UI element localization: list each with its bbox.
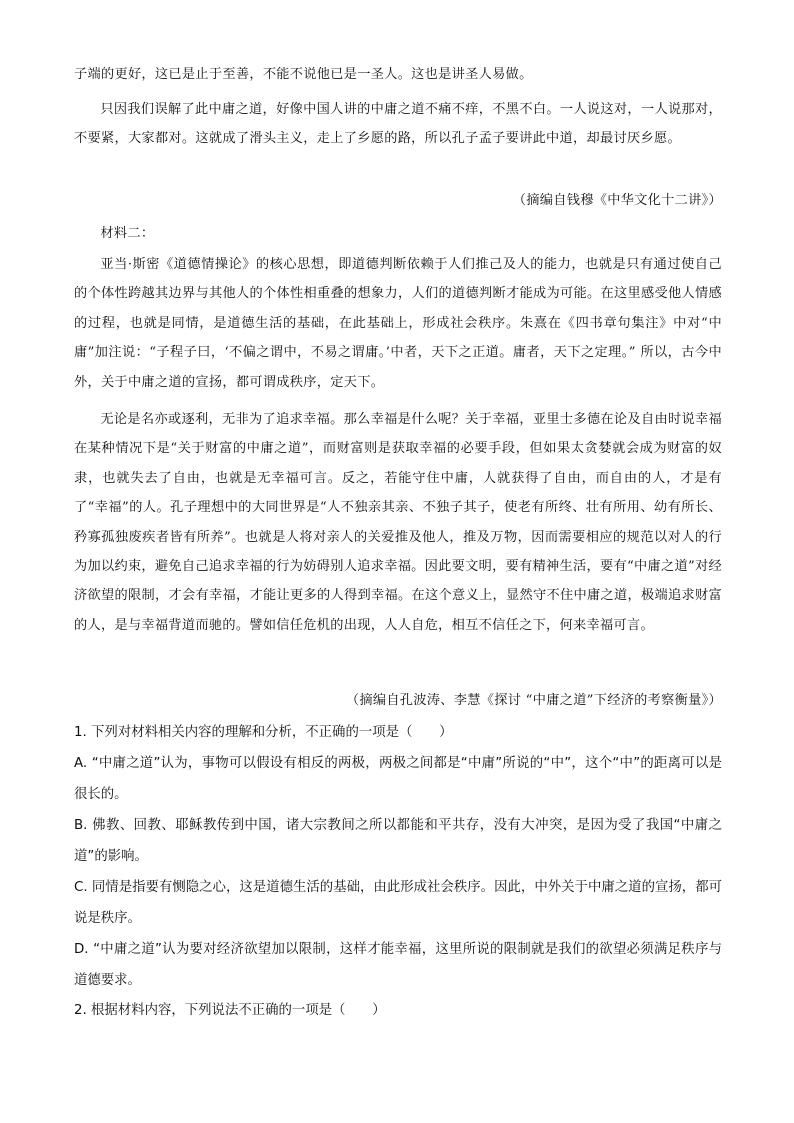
question-1-option-c: C. 同情是指要有恻隐之心，这是道德生活的基础，由此形成社会秩序。因此，中外关于中庸之道的宣扬，都可说是秩序。 [74,880,722,926]
material1-source: （摘编自钱穆《中华文化十二讲》） [512,193,722,208]
material1-paragraph: 只因我们误解了此中庸之道，好像中国人讲的中庸之道不痛不痒，不黑不白。一人说这对，一人说那对，不要紧，大家都对。这就成了滑头主义，走上了乡愿的路，所以孔子孟子要讲此中道，却最讨厌乡愿。 [74,102,722,147]
question-1-stem: 1. 下列对材料相关内容的理解和分析，不正确的一项是（ ） [74,725,453,740]
material2-paragraph-2: 无论是名亦或逐利，无非为了追求幸福。那么幸福是什么呢？关于幸福，亚里士多德在论及自由时说幸福在某种情况下是“关于财富的中庸之道”，而财富则是获取幸福的必要手段，但如果太贪婪就会成为财富的奴隶，也就失去了自由，也就是无幸福可言。反之，若能守住中庸，人就获得了自由，而自由的人，才是有了“幸福”的人。孔子理想中的大同世界是“人不独亲其亲、不独子其子，使老有所终、壮有所用、幼有所长、矜寡孤独废疾者皆有所养”。也就是人将对亲人的关爱推及他人，推及万物，因而需要相应的规范以对人的行为加以约束，避免自己追求幸福的行为妨碍别人追求幸福。因此要文明，要有精神生活，要有“中庸之道”对经济欲望的限制，才会有幸福，才能让更多的人得到幸福。在这个意义上，显然守不住中庸之道，极端追求财富的人，是与幸福背道而驰的。譬如信任危机的出现，人人自危，相互不信任之下，何来幸福可言。 [74,412,722,633]
question-2-stem: 2. 根据材料内容，下列说法不正确的一项是（ ） [74,1003,386,1018]
material2-paragraph-1: 亚当·斯密《道德情操论》的核心思想，即道德判断依赖于人们推己及人的能力，也就是只有通过使自己的个体性跨越其边界与其他人的个体性相重叠的想象力，人们的道德判断才能成为可能。在这里感受他人情感的过程，也就是同情，是道德生活的基础，在此基础上，形成社会秩序。朱熹在《四书章句集注》中对“中庸”加注说：“子程子曰，‘不偏之谓中，不易之谓庸。’中者，天下之正道。庸者，天下之定理。” 所以，古今中外，关于中庸之道的宣扬，都可谓成秩序，定天下。 [74,257,722,390]
question-1-option-a: A. “中庸之道”认为，事物可以假设有相反的两极，两极之间都是“中庸”所说的“中”，这个“中”的距离可以是很长的。 [74,756,722,802]
question-1-option-d: D. “中庸之道”认为要对经济欲望加以限制，这样才能幸福，这里所说的限制就是我们的欲望必须满足秩序与道德要求。 [74,942,722,988]
material2-source: （摘编自孔波涛、李慧《探讨 “中庸之道”下经济的考察衡量》） [345,693,722,708]
material2-heading: 材料二： [100,226,155,241]
material1-paragraph-tail: 子端的更好，这已是止于至善，不能不说他已是一圣人。这也是讲圣人易做。 [74,67,533,82]
question-1-option-b: B. 佛教、回教、耶稣教传到中国，诸大宗教间之所以都能和平共存，没有大冲突，是因为受了我国“中庸之道”的影响。 [74,818,722,864]
